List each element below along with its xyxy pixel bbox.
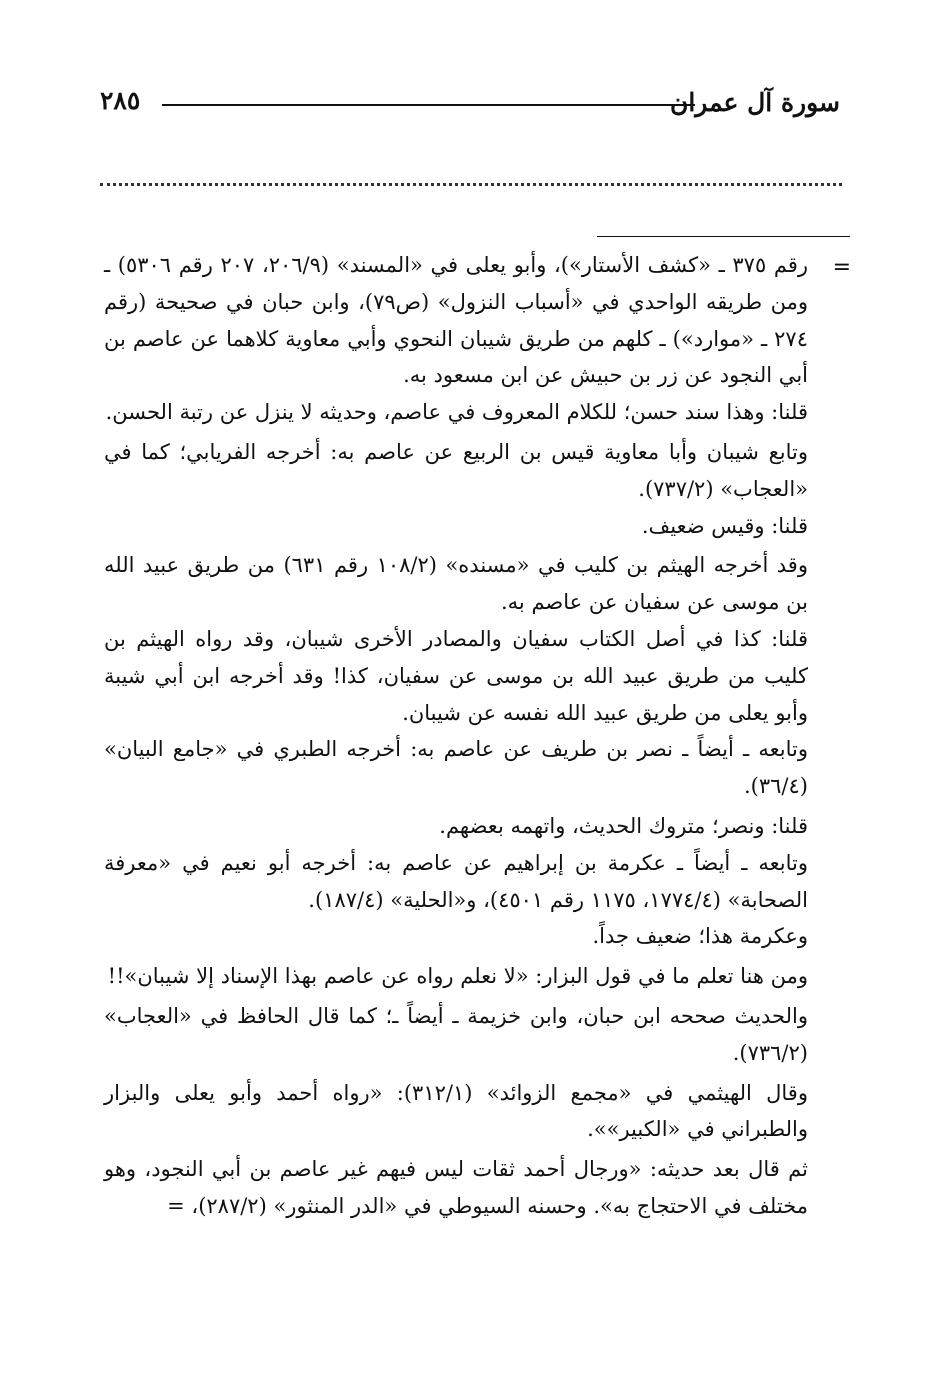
footnote-separator (597, 236, 850, 237)
footnote-paragraph: وتابعه ـ أيضاً ـ نصر بن طريف عن عاصم به: أخرجه الطبري في «جامع البيان» (٣٦/٤). (104, 737, 808, 799)
footnote-paragraph: وتابع شيبان وأبا معاوية قيس بن الربيع عن عاصم به: أخرجه الفريابي؛ كما في «العجاب» (٧٣٧/٢). (104, 439, 808, 501)
footnote-paragraph: وقد أخرجه الهيثم بن كليب في «مسنده» (١٠٨/٢ رقم ٦٣١) من طريق عبيد الله بن موسى عن سفيان عن عاصم به. (104, 553, 808, 615)
dotted-separator (100, 183, 842, 186)
page-number: ٢٨٥ (100, 86, 141, 115)
footnote-paragraph: رقم ٣٧٥ ـ «كشف الأستار»)، وأبو يعلى في «المسند» (٢٠٦/٩، ٢٠٧ رقم ٥٣٠٦) ـ ومن طريقه الواحدي في «أسباب النزول» (ص٧٩)، وابن حبان في صحيحة (رقم ٢٧٤ ـ «موارد») ـ كلهم من طريق شيبان النحوي وأبي معاوية كلاهما عن عاصم بن أبي النجود عن زر بن حبيش عن ابن مسعود به. (104, 253, 809, 388)
footnote-paragraph: قلنا: ونصر؛ متروك الحديث، واتهمه بعضهم. (439, 813, 808, 838)
footnote-text (104, 247, 808, 1225)
footnote-paragraph: وقال الهيثمي في «مجمع الزوائد» (٣١٢/١): «رواه أحمد وأبو يعلى والبزار والطبراني في «الكبير»». (104, 1080, 808, 1142)
footnote-paragraph: والحديث صححه ابن حبان، وابن خزيمة ـ أيضاً ـ؛ كما قال الحافظ في «العجاب» (٧٣٦/٢). (104, 1003, 808, 1065)
footnote-paragraph: ومن هنا تعلم ما في قول البزار: «لا نعلم رواه عن عاصم بهذا الإسناد إلا شيبان»!! (107, 964, 808, 989)
header-rule (162, 104, 695, 106)
footnote-paragraph: وعكرمة هذا؛ ضعيف جداً. (592, 924, 808, 949)
footnote-paragraph: قلنا: وهذا سند حسن؛ للكلام المعروف في عاصم، وحديثه لا ينزل عن رتبة الحسن. (105, 400, 808, 425)
footnote-paragraph: قلنا: وقيس ضعيف. (641, 513, 808, 538)
footnote-paragraph: قلنا: كذا في أصل الكتاب سفيان والمصادر الأخرى شيبان، وقد رواه الهيثم بن كليب من طريق عبيد الله بن موسى عن سفيان، كذا! وقد أخرجه ابن أبي شيبة وأبو يعلى من طريق عبيد الله نفسه عن شيبان. (104, 626, 808, 725)
continuation-mark-start: = (832, 255, 851, 280)
surah-title: سورة آل عمران (669, 88, 840, 117)
footnote-paragraph: وتابعه ـ أيضاً ـ عكرمة بن إبراهيم عن عاصم به: أخرجه أبو نعيم في «معرفة الصحابة» (١٧٧٤/٤، ١١٧٥ رقم ٤٥٠١)، و«الحلية» (١٨٧/٤). (104, 850, 808, 912)
footnote-paragraph: ثم قال بعد حديثه: «ورجال أحمد ثقات ليس فيهم غير عاصم بن أبي النجود، وهو مختلف في الاحتجاج به». وحسنه السيوطي في «الدر المنثور» (٢٨٧/٢)، = (104, 1157, 808, 1218)
page-header (100, 82, 840, 122)
